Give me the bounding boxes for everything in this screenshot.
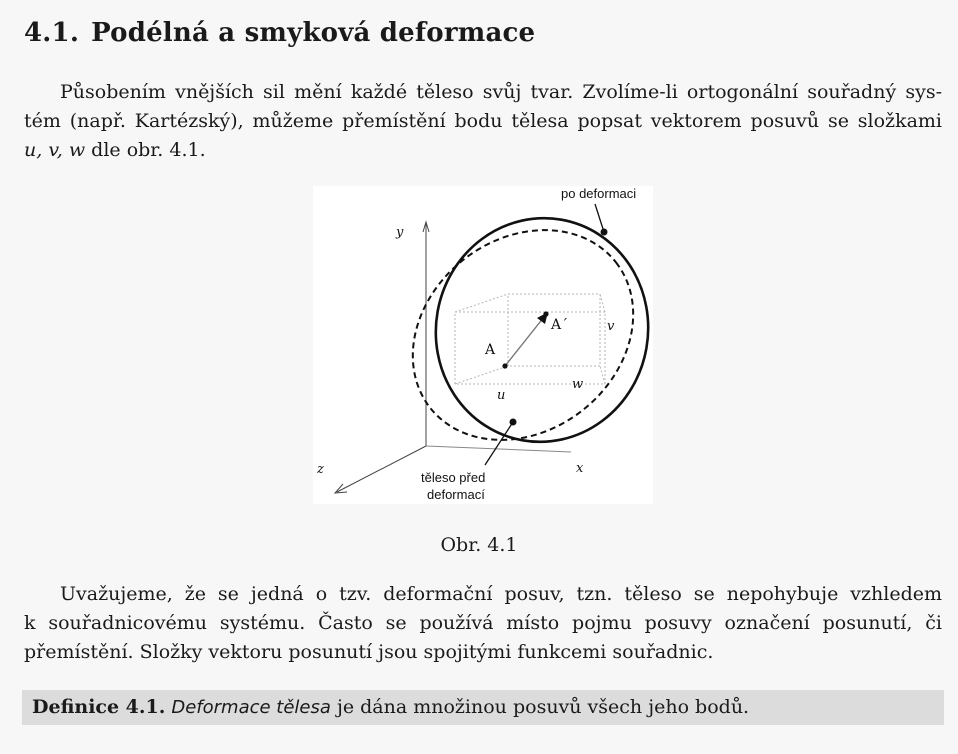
label-before-deformation-1: těleso před: [421, 470, 486, 485]
displacement-vector: [505, 317, 544, 366]
point-a-dot: [502, 363, 507, 368]
component-v-label: v: [607, 319, 615, 334]
label-after-deformation: po deformaci: [561, 186, 637, 201]
intro-line-3: [24, 136, 942, 165]
z-axis: [337, 446, 426, 492]
displacement-box: [455, 294, 605, 384]
deformed-ellipse: [418, 201, 653, 458]
x-axis: [426, 446, 571, 452]
definition-box: [22, 690, 944, 725]
section-title: Podélná a smyková deformace: [91, 18, 536, 48]
deformation-line-2: k souřadnicovému systému. Často se používá místo pojmu posuvy označení posunutí, či: [24, 612, 942, 634]
displacement-components: u, v, w: [24, 139, 86, 161]
section-heading: [24, 18, 535, 48]
axis-x-label: x: [576, 461, 584, 476]
definition-label: Definice 4.1.: [32, 696, 166, 718]
label-before-deformation-2: deformací: [427, 487, 485, 502]
axis-y-label: y: [396, 225, 404, 240]
deformation-figure: [313, 186, 653, 504]
point-a-prime-dot: [543, 311, 548, 316]
point-a-label: A: [485, 342, 496, 358]
intro-paragraph: [24, 78, 942, 165]
intro-line-3-rest: dle obr. 4.1.: [85, 139, 206, 161]
deformation-paragraph: [24, 580, 942, 667]
section-number: 4.1.: [24, 18, 80, 48]
point-a-prime-label: A´: [551, 317, 569, 333]
figure-caption: Obr. 4.1: [440, 534, 518, 556]
after-deformation-leader: [595, 204, 604, 232]
z-axis-arrow: [335, 484, 347, 493]
definition-text: je dána množinou posuvů všech jeho bodů.: [330, 696, 750, 718]
component-u-label: u: [497, 388, 506, 403]
deformation-line-3: přemístění. Složky vektoru posunutí jsou spojitými funkcemi souřadnic.: [24, 641, 714, 663]
definition-term: Deformace tělesa: [171, 697, 331, 718]
deformation-line-1: Uvažujeme, že se jedná o tzv. deformační posuv, tzn. těleso se nepohybuje vzhledem: [60, 583, 942, 605]
intro-line-1: Působením vnějších sil mění každé těleso svůj tvar. Zvolíme-li ortogonální souřadný sys-: [60, 81, 942, 103]
axis-z-label: z: [317, 462, 324, 477]
original-ellipse: [371, 187, 653, 484]
intro-line-2: tém (např. Kartézský), můžeme přemístění bodu tělesa popsat vektorem posuvů se složkami: [24, 110, 942, 132]
deformation-diagram: [313, 186, 653, 504]
component-w-label: w: [572, 377, 584, 392]
